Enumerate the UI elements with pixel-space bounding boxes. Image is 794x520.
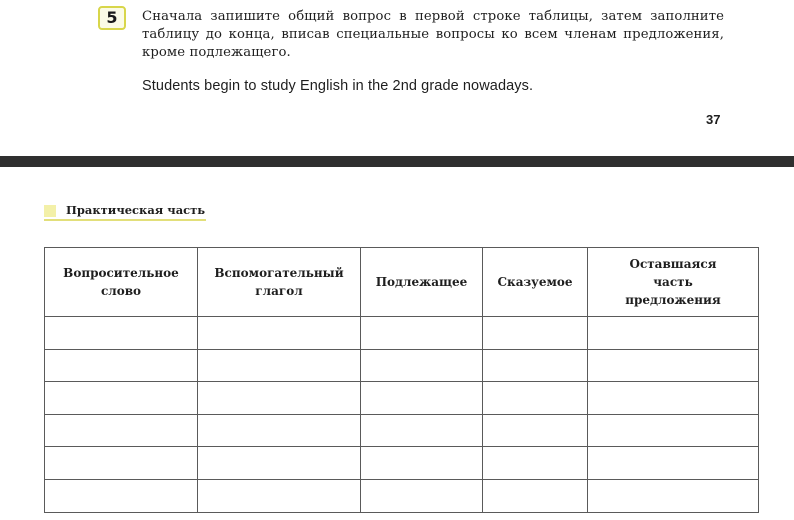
table-cell[interactable] xyxy=(483,382,588,415)
table-cell[interactable] xyxy=(483,317,588,350)
table-cell[interactable] xyxy=(361,317,483,350)
table-cell[interactable] xyxy=(45,317,198,350)
table-cell[interactable] xyxy=(361,447,483,480)
table-cell[interactable] xyxy=(198,317,361,350)
table-cell[interactable] xyxy=(45,479,198,512)
header-auxiliary-verb: Вспомогательный глагол xyxy=(198,248,361,317)
table-cell[interactable] xyxy=(588,317,759,350)
example-sentence: Students begin to study English in the 2nd grade nowadays. xyxy=(142,78,534,94)
table-cell[interactable] xyxy=(361,382,483,415)
table-cell[interactable] xyxy=(588,414,759,447)
table-cell[interactable] xyxy=(198,479,361,512)
section-title: Практическая часть xyxy=(66,203,206,217)
task-number-badge: 5 xyxy=(98,6,126,30)
table-cell[interactable] xyxy=(361,414,483,447)
table-cell[interactable] xyxy=(361,349,483,382)
table-row xyxy=(45,479,759,512)
page-divider xyxy=(0,156,794,167)
table-cell[interactable] xyxy=(483,414,588,447)
table-cell[interactable] xyxy=(198,349,361,382)
table-row xyxy=(45,349,759,382)
answer-table-container xyxy=(44,247,758,512)
table-cell[interactable] xyxy=(198,447,361,480)
table-cell[interactable] xyxy=(483,479,588,512)
header-rest-of-sentence: Оставшаяся часть предложения xyxy=(588,248,759,317)
table-row xyxy=(45,317,759,350)
table-cell[interactable] xyxy=(483,349,588,382)
table-cell[interactable] xyxy=(588,479,759,512)
table-cell[interactable] xyxy=(588,382,759,415)
header-question-word: Вопросительное слово xyxy=(45,248,198,317)
page-number: 37 xyxy=(706,112,721,127)
table-row xyxy=(45,382,759,415)
table-cell[interactable] xyxy=(361,479,483,512)
table-row xyxy=(45,414,759,447)
table-cell[interactable] xyxy=(588,349,759,382)
table-cell[interactable] xyxy=(45,382,198,415)
answer-table xyxy=(44,247,759,513)
table-cell[interactable] xyxy=(45,447,198,480)
section-underline xyxy=(44,219,206,221)
section-marker-icon xyxy=(44,205,56,217)
header-predicate: Сказуемое xyxy=(483,248,588,317)
table-header-row xyxy=(45,248,759,317)
table-cell[interactable] xyxy=(483,447,588,480)
header-subject: Подлежащее xyxy=(361,248,483,317)
table-cell[interactable] xyxy=(198,382,361,415)
table-cell[interactable] xyxy=(198,414,361,447)
table-cell[interactable] xyxy=(588,447,759,480)
task-instruction: Сначала запишите общий вопрос в первой строке таблицы, затем заполните таблицу до конца, вписав специальные вопросы ко всем членам предложения, кроме подлежащего. xyxy=(142,9,724,60)
table-row xyxy=(45,447,759,480)
table-cell[interactable] xyxy=(45,349,198,382)
table-cell[interactable] xyxy=(45,414,198,447)
